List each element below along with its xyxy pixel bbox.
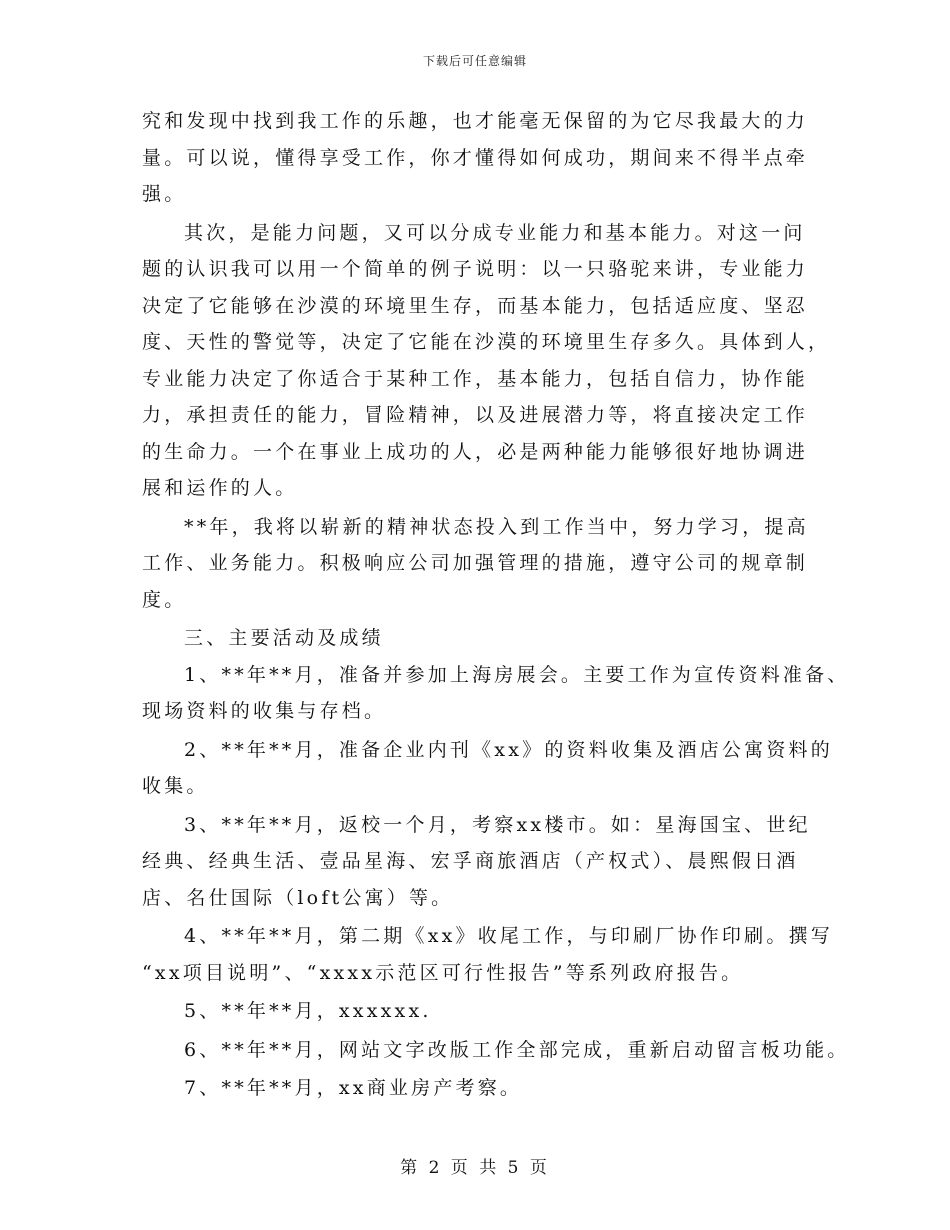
text-line: 量。可以说，懂得享受工作，你才懂得如何成功，期间来不得半点牵 [142,146,809,169]
list-item: 1、**年**月，准备并参加上海房展会。主要工作为宣传资料准备、 [184,663,850,686]
page-header-note: 下载后可任意编辑 [422,54,527,68]
text-line: “xx项目说明”、“xxxx示范区可行性报告”等系列政府报告。 [142,961,744,984]
list-item: 3、**年**月，返校一个月，考察xx楼市。如：星海国宝、世纪 [184,813,811,836]
text-line: 度。 [142,588,187,611]
text-line: 收集。 [142,775,209,797]
section-heading: 三、主要活动及成绩 [184,627,384,649]
list-item: 2、**年**月，准备企业内刊《xx》的资料收集及酒店公寓资料的 [184,738,833,761]
list-item: 7、**年**月，xx商业房产考察。 [184,1077,523,1099]
text-line: 其次，是能力问题，又可以分成专业能力和基本能力。对这一问 [184,221,806,244]
text-line: 力，承担责任的能力，冒险精神，以及进展潜力等，将直接决定工作 [142,404,809,426]
text-line: 店、名仕国际（loft公寓）等。 [142,886,454,909]
page-number: 第 2 页 共 5 页 [400,1158,550,1178]
text-line: 的生命力。一个在事业上成功的人，必是两种能力能够很好地协调进 [142,440,809,463]
text-line: 经典、经典生活、壹品星海、宏孚商旅酒店（产权式）、晨熙假日酒 [142,850,799,872]
list-item: 6、**年**月，网站文字改版工作全部完成，重新启动留言板功能。 [184,1038,850,1061]
list-item: 5、**年**月，xxxxxx. [184,1000,432,1022]
text-line: 强。 [142,183,187,205]
text-line: 展和运作的人。 [142,477,298,499]
list-item: 4、**年**月，第二期《xx》收尾工作，与印刷厂协作印刷。撰写 [184,925,833,947]
text-line: 决定了它能够在沙漠的环境里生存，而基本能力，包括适应度、坚忍 [142,294,809,317]
text-line: 现场资料的收集与存档。 [142,700,387,722]
document-body [142,103,850,1107]
text-line: 题的认识我可以用一个简单的例子说明：以一只骆驼来讲，专业能力 [142,258,809,280]
text-line: 究和发现中找到我工作的乐趣，也才能毫无保留的为它尽我最大的力 [142,110,809,132]
text-line: **年，我将以崭新的精神状态投入到工作当中，努力学习，提高 [184,515,809,538]
text-line: 专业能力决定了你适合于某种工作，基本能力，包括自信力，协作能 [142,367,809,390]
text-line: 度、天性的警觉等，决定了它能在沙漠的环境里生存多久。具体到人， [142,331,831,353]
text-line: 工作、业务能力。积极响应公司加强管理的措施，遵守公司的规章制 [142,552,809,574]
